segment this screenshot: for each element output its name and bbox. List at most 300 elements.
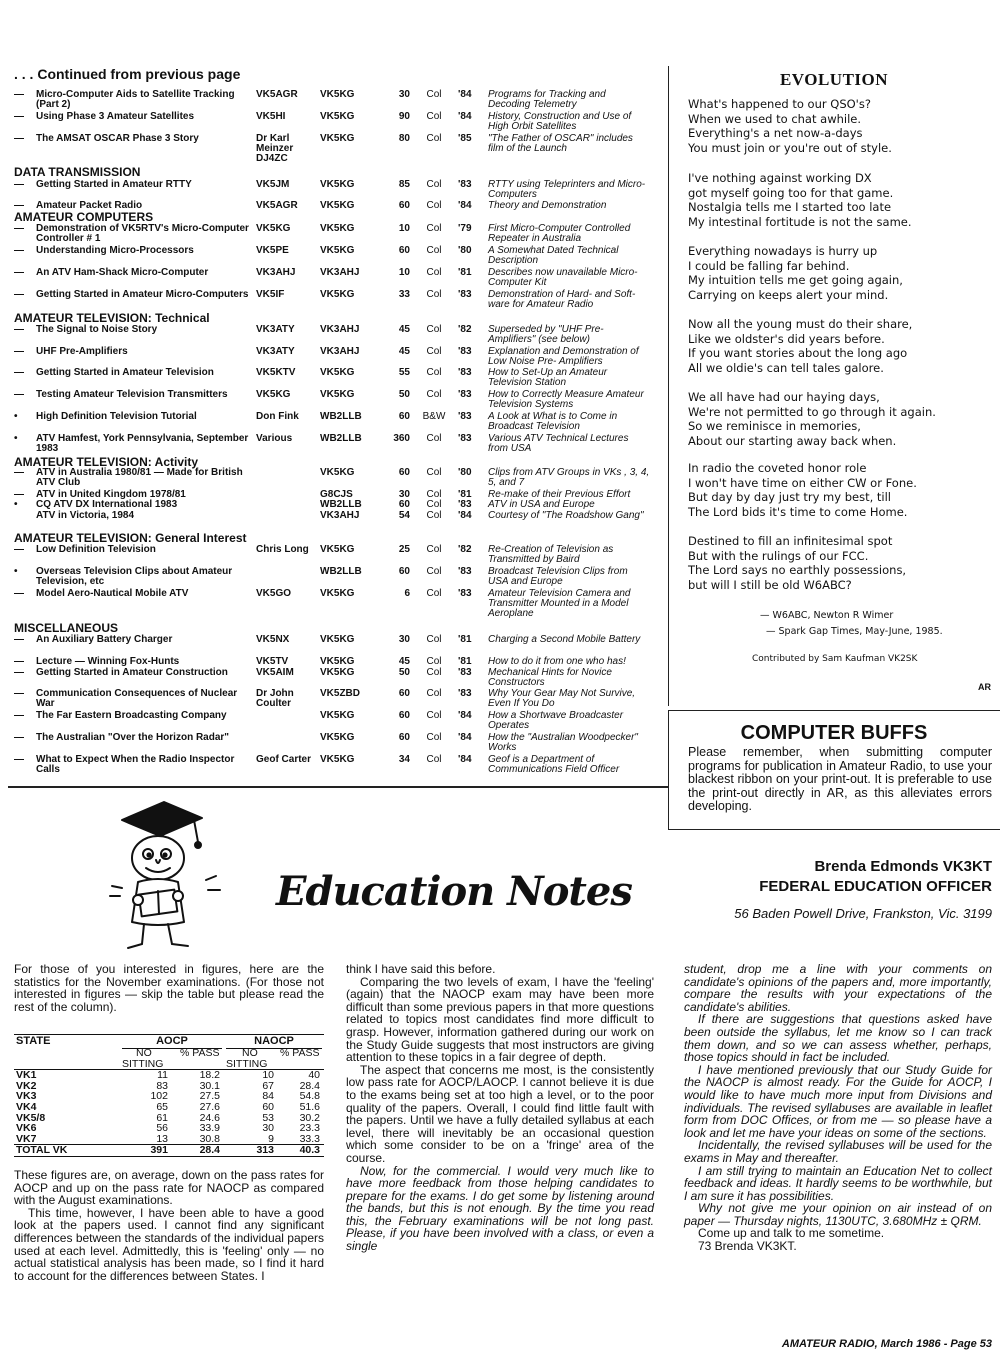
row-year: '81: [458, 634, 472, 645]
row-format: Col: [426, 200, 442, 211]
row-author: VK5NX: [256, 634, 290, 645]
poem-stanza: [688, 317, 988, 375]
row-year: '79: [458, 223, 472, 234]
row-year: '84: [458, 89, 472, 100]
row-title: The AMSAT OSCAR Phase 3 Story: [36, 133, 199, 144]
row-marker: —: [14, 89, 24, 100]
row-length: 85: [398, 179, 410, 190]
row-length: 60: [398, 566, 410, 577]
stats-aocp-pass: 33.9: [199, 1122, 220, 1135]
row-title: Low Definition Television: [36, 544, 156, 555]
row-length: 60: [398, 467, 410, 478]
library-section-heading: MISCELLANEOUS: [14, 621, 119, 635]
row-description: Re-make of their Previous Effort: [488, 489, 631, 500]
row-year: '80: [458, 467, 472, 478]
row-marker: —: [14, 367, 24, 378]
paragraph: If there are suggestions that questions asked have been outside the syllabus, let me know so I can track them down, and so we can assess whether, perhaps, those topics should in fact be included.: [684, 1012, 992, 1065]
row-length: 60: [398, 411, 410, 422]
row-author: VK5KG: [256, 389, 291, 400]
stats-row: [14, 1123, 324, 1134]
row-title: Overseas Television Clips about Amateur Television, etc: [36, 566, 233, 587]
row-format: Col: [426, 389, 442, 400]
stats-row: [14, 1113, 324, 1124]
naocp-sitting-header: SITTING: [226, 1057, 268, 1070]
poem-stanza: [688, 534, 988, 592]
row-marker: —: [14, 634, 24, 645]
row-marker: —: [14, 200, 24, 211]
row-title: Lecture — Winning Fox-Hunts: [36, 656, 180, 667]
author-name: Brenda Edmonds VK3KT: [814, 858, 992, 875]
row-title: The Signal to Noise Story: [36, 324, 158, 335]
stats-state: VK5/8: [16, 1111, 46, 1124]
row-marker: —: [14, 223, 24, 234]
paragraph: Why not give me your opinion on air instead of on paper — Thursday nights, 1130UTC, 3.680MHz ± QRM.: [684, 1201, 992, 1228]
row-source: VK5KG: [320, 667, 355, 678]
column-1-body: [14, 1169, 324, 1282]
row-description: RTTY using Teleprinters and Micro- Computers: [488, 179, 646, 200]
poem-stanza: [688, 390, 988, 448]
author-address: 56 Baden Powell Drive, Frankston, Vic. 3199: [734, 906, 992, 921]
row-year: '81: [458, 267, 472, 278]
row-title: An ATV Ham-Shack Micro-Computer: [36, 267, 209, 278]
poem-line: I won't have time on either CW or Fone.: [688, 475, 917, 490]
row-author: Dr John Coulter: [256, 688, 294, 709]
poem-line: Everything nowadays is hurry up: [688, 244, 878, 258]
row-marker: •: [14, 499, 18, 510]
row-year: '83: [458, 289, 472, 300]
row-year: '83: [458, 346, 472, 357]
row-title: Communication Consequences of Nuclear War: [36, 688, 238, 709]
row-year: '83: [458, 367, 472, 378]
poem-line: We're not permitted to go through it again.: [688, 404, 936, 419]
row-year: '83: [458, 667, 472, 678]
poem-line: So we reminisce in memories,: [688, 419, 861, 434]
poem-line: got myself going too for that game.: [688, 185, 894, 200]
row-author: VK5KTV: [256, 367, 296, 378]
row-description: Programs for Tracking and Decoding Telemetry: [488, 89, 606, 110]
row-marker: —: [14, 688, 24, 699]
row-format: Col: [426, 588, 442, 599]
row-year: '83: [458, 433, 472, 444]
row-format: Col: [426, 267, 442, 278]
row-description: Why Your Gear May Not Survive, Even If You Do: [488, 688, 636, 709]
row-source: VK5KG: [320, 179, 355, 190]
row-description: How the "Australian Woodpecker" Works: [488, 732, 638, 753]
continued-heading: . . . Continued from previous page: [14, 66, 241, 82]
row-description: Geof is a Department of Communications Field Officer: [488, 754, 620, 775]
row-title: Understanding Micro-Processors: [36, 245, 194, 256]
poem-line: I've nothing against working DX: [688, 171, 872, 185]
stats-row: [14, 1134, 324, 1145]
poem-line: My intuition tells me get going again,: [688, 273, 903, 288]
row-format: Col: [426, 732, 442, 743]
row-length: 10: [398, 267, 410, 278]
row-author: Dr Karl Meinzer DJ4ZC: [256, 133, 294, 164]
signoff: 73 Brenda VK3KT.: [698, 1239, 797, 1254]
row-description: Charging a Second Mobile Battery: [488, 634, 641, 645]
row-title: ATV in Victoria, 1984: [36, 510, 135, 521]
paragraph: Comparing the two levels of exam, I have the 'feeling' (again) that the NAOCP exam may have been more difficult than some previous papers in that more questions related to topics most candidates find more difficult to grasp. However, information gathered during our work on the Study Guide suggests that most instructors are giving attention to these topics in a fair degree of depth.: [346, 974, 654, 1065]
row-description: History, Construction and Use of High Orbit Satellites: [488, 111, 632, 132]
stats-naocp-no: 10: [262, 1069, 274, 1082]
row-source: VK3AHJ: [320, 267, 360, 278]
row-description: How to Set-Up an Amateur Television Station: [488, 367, 608, 388]
poem-line: Nostalgia tells me I started too late: [688, 200, 892, 215]
stats-naocp-pass: 28.4: [299, 1079, 320, 1092]
stats-aocp-no: 102: [150, 1090, 168, 1103]
row-length: 45: [398, 346, 410, 357]
row-format: Col: [426, 367, 442, 378]
row-title: Demonstration of VK5RTV's Micro-Computer Controller # 1: [36, 223, 249, 244]
row-author: VK5AGR: [256, 89, 298, 100]
paragraph: Incidentally, the revised syllabuses will be used for the exams in May and thereafter.: [684, 1138, 992, 1165]
row-source: VK5KG: [320, 389, 355, 400]
poem-attribution-author: — W6ABC, Newton R Wimer: [760, 610, 894, 621]
row-source: WB2LLB: [320, 566, 362, 577]
stats-naocp-no: 84: [262, 1090, 274, 1103]
row-year: '83: [458, 688, 472, 699]
row-length: 34: [398, 754, 410, 765]
professor-cartoon-icon: [102, 796, 234, 956]
row-marker: •: [14, 433, 18, 444]
row-author: VK5TV: [256, 656, 289, 667]
stats-row: [14, 1081, 324, 1092]
stats-aocp-no: 83: [156, 1079, 168, 1092]
row-format: Col: [426, 634, 442, 645]
row-year: '84: [458, 111, 472, 122]
row-source: VK3AHJ: [320, 324, 360, 335]
row-source: VK5KG: [320, 732, 355, 743]
poem-line: But day by day just try my best, till: [688, 490, 892, 505]
row-title: What to Expect When the Radio Inspector Calls: [36, 754, 235, 775]
row-format: B&W: [422, 411, 446, 422]
stats-row: [14, 1091, 324, 1102]
stats-naocp-no: 67: [262, 1079, 274, 1092]
poem-line: Like we oldster's did years before.: [688, 331, 885, 346]
row-source: WB2LLB: [320, 499, 362, 510]
row-description: How to do it from one who has!: [488, 656, 626, 667]
row-format: Col: [426, 754, 442, 765]
poem-line: The Lord says no earthly possessions,: [688, 563, 907, 578]
naocp-pass-header: % PASS: [280, 1047, 320, 1059]
column-1-intro: [14, 963, 324, 1013]
row-year: '80: [458, 245, 472, 256]
row-title: UHF Pre-Amplifiers: [36, 346, 128, 357]
poem-stanza: [688, 97, 988, 155]
row-title: The Australian "Over the Horizon Radar": [36, 732, 230, 743]
row-length: 50: [398, 667, 410, 678]
row-title: Using Phase 3 Amateur Satellites: [36, 111, 195, 122]
poem-line: If you want stories about the long ago: [688, 346, 908, 361]
stats-naocp-no: 9: [268, 1132, 274, 1145]
row-title: ATV in Australia 1980/81 — Made for British ATV Club: [36, 467, 243, 488]
row-marker: —: [14, 111, 24, 122]
paragraph: student, drop me a line with your comments on candidate's opinions of the papers and, more importantly, compare the results with your expectations of the candidate's abilities.: [684, 962, 992, 1014]
row-format: Col: [426, 467, 442, 478]
row-title: Getting Started in Amateur Television: [36, 367, 214, 378]
row-marker: —: [14, 732, 24, 743]
poem-line: but will I still be old W6ABC?: [688, 577, 852, 592]
row-marker: —: [14, 245, 24, 256]
row-author: Don Fink: [256, 411, 299, 422]
row-marker: —: [14, 667, 24, 678]
row-source: VK5KG: [320, 111, 355, 122]
poem-line: About our starting away back when.: [688, 433, 897, 448]
stats-aocp-no: 61: [156, 1111, 168, 1124]
row-year: '83: [458, 179, 472, 190]
poem-stanza: [688, 461, 988, 519]
row-marker: —: [14, 324, 24, 335]
naocp-header: NAOCP: [226, 1035, 322, 1049]
row-author: VK5IF: [256, 289, 285, 300]
computer-buffs-title: COMPUTER BUFFS: [740, 722, 928, 744]
row-author: VK5PE: [256, 245, 289, 256]
row-year: '83: [458, 389, 472, 400]
row-format: Col: [426, 133, 442, 144]
row-description: Theory and Demonstration: [488, 200, 607, 211]
poem-line: When we used to chat awhile.: [688, 111, 862, 126]
row-format: Col: [426, 499, 442, 510]
row-source: VK5KG: [320, 245, 355, 256]
stats-naocp-pass: 33.3: [299, 1132, 320, 1145]
poem-line: We all have had our haying days,: [688, 390, 880, 404]
stats-aocp-pass: 30.1: [199, 1079, 220, 1092]
row-description: "The Father of OSCAR" includes film of the Launch: [488, 133, 633, 154]
row-year: '83: [458, 566, 472, 577]
poem-line: The Lord bids it's time to come Home.: [688, 504, 908, 519]
row-format: Col: [426, 179, 442, 190]
ar-end-mark: AR: [978, 682, 991, 692]
row-source: VK5KG: [320, 467, 355, 478]
row-length: 60: [398, 245, 410, 256]
computer-buffs-body: Please remember, when submitting computer programs for publication in Amateur Radio, to use your blackest ribbon on your print-out. It is preferable to use the print-out directly in AR, as this alleviates errors developing.: [688, 745, 992, 813]
row-format: Col: [426, 111, 442, 122]
naocp-no-header: NO: [242, 1047, 258, 1059]
row-marker: —: [14, 389, 24, 400]
row-author: VK3ATY: [256, 346, 295, 357]
row-marker: —: [14, 133, 24, 144]
poem-line: My intestinal fortitude is not the same.: [688, 214, 912, 229]
row-length: 30: [398, 89, 410, 100]
stats-row: [14, 1070, 324, 1081]
stats-naocp-no: 53: [262, 1111, 274, 1124]
stats-row: [14, 1102, 324, 1113]
row-description: Superseded by "UHF Pre-Amplifiers" (see below): [488, 324, 604, 345]
stats-state: VK2: [16, 1079, 37, 1092]
row-year: '84: [458, 200, 472, 211]
paragraph: think I have said this before.: [346, 962, 496, 976]
row-author: VK5AGR: [256, 200, 298, 211]
row-year: '82: [458, 324, 472, 335]
poem-contributor: Contributed by Sam Kaufman VK2SK: [752, 654, 918, 664]
aocp-header: AOCP: [122, 1035, 222, 1049]
row-marker: —: [14, 289, 24, 300]
row-length: 45: [398, 656, 410, 667]
row-format: Col: [426, 710, 442, 721]
row-length: 90: [398, 111, 410, 122]
row-format: Col: [426, 489, 442, 500]
poem-stanza: [688, 244, 988, 302]
row-length: 25: [398, 544, 410, 555]
stats-total-row: [14, 1144, 324, 1156]
aocp-pass-header: % PASS: [180, 1047, 220, 1059]
row-source: VK5KG: [320, 200, 355, 211]
row-length: 60: [398, 732, 410, 743]
row-description: Re-Creation of Television as Transmitted by Baird: [488, 544, 614, 565]
total-naocp-pass: 40.3: [299, 1144, 320, 1157]
row-year: '84: [458, 710, 472, 721]
stats-subheader-row-2: [14, 1059, 324, 1071]
row-title: Getting Started in Amateur Micro-Computers: [36, 289, 249, 300]
row-source: VK5ZBD: [320, 688, 361, 699]
stats-naocp-pass: 51.6: [299, 1100, 320, 1113]
stats-aocp-pass: 27.6: [199, 1100, 220, 1113]
column-2-body: [346, 963, 654, 1253]
row-source: WB2LLB: [320, 433, 362, 444]
row-format: Col: [426, 510, 442, 521]
stats-state: VK4: [16, 1100, 37, 1113]
library-section-heading: AMATEUR TELEVISION: Technical: [14, 311, 210, 325]
row-marker: —: [14, 656, 24, 667]
aocp-no-header: NO: [136, 1047, 152, 1059]
row-length: 80: [398, 133, 410, 144]
row-source: VK5KG: [320, 656, 355, 667]
paragraph: I have mentioned previously that our Study Guide for the NAOCP is almost ready. For the Guide for AOCP, I would like to have much more input from Divisions and individuals. The revised syllabuses are available in leaflet form from DOC Offices, or from me — so please have a look and let me have your ideas on some of the sections.: [684, 1062, 992, 1140]
row-marker: —: [14, 179, 24, 190]
row-title: Getting Started in Amateur Construction: [36, 667, 228, 678]
row-format: Col: [426, 566, 442, 577]
poem-line: Destined to fill an infinitesimal spot: [688, 534, 893, 548]
row-length: 60: [398, 710, 410, 721]
row-author: VK5GO: [256, 588, 292, 599]
aocp-sitting-header: SITTING: [122, 1057, 164, 1070]
row-source: G8CJS: [320, 489, 353, 500]
row-marker: •: [14, 566, 18, 577]
library-section-heading: DATA TRANSMISSION: [14, 165, 141, 179]
row-length: 30: [398, 634, 410, 645]
row-description: Mechanical Hints for Novice Constructors: [488, 667, 612, 688]
poem-line: Carrying on keeps alert your mind.: [688, 287, 889, 302]
row-description: How a Shortwave Broadcaster Operates: [488, 710, 624, 731]
stats-state: VK1: [16, 1069, 37, 1082]
column-3-body: [684, 963, 992, 1253]
poem-line: I could be falling far behind.: [688, 258, 850, 273]
stats-naocp-pass: 30.2: [299, 1111, 320, 1124]
row-length: 50: [398, 389, 410, 400]
row-format: Col: [426, 544, 442, 555]
row-length: 55: [398, 367, 410, 378]
row-author: Various: [256, 433, 293, 444]
row-title: ATV in United Kingdom 1978/81: [36, 489, 186, 500]
row-title: ATV Hamfest, York Pennsylvania, September 1983: [36, 433, 249, 454]
row-marker: —: [14, 267, 24, 278]
paragraph: Now, for the commercial. I would very much like to have more feedback from those helping candidates to prepare for the exams. I do get some by listening around the bands, but this is not enough. By the time you read this, the February examinations will be not long past. Please, if you have been involved with a class, or even a single: [346, 1163, 654, 1254]
row-format: Col: [426, 289, 442, 300]
paragraph: I am still trying to maintain an Education Net to collect feedback and ideas. It hardly seems to be worthwhile, but I am sure it has possibilities.: [684, 1163, 992, 1203]
stats-body: [14, 1070, 324, 1144]
row-title: The Far Eastern Broadcasting Company: [36, 710, 227, 721]
stats-aocp-no: 13: [156, 1132, 168, 1145]
stats-naocp-no: 30: [262, 1122, 274, 1135]
row-marker: •: [14, 411, 18, 422]
row-length: 30: [398, 489, 410, 500]
poem-stanza: [688, 171, 988, 229]
row-source: VK5KG: [320, 223, 355, 234]
row-format: Col: [426, 688, 442, 699]
row-year: '83: [458, 588, 472, 599]
poem-line: You must join or you're out of style.: [688, 140, 892, 155]
row-source: VK5KG: [320, 289, 355, 300]
row-length: 60: [398, 499, 410, 510]
row-length: 54: [398, 510, 410, 521]
author-role: FEDERAL EDUCATION OFFICER: [759, 878, 992, 895]
total-state: TOTAL VK: [16, 1144, 68, 1157]
row-source: VK5KG: [320, 754, 355, 765]
row-format: Col: [426, 433, 442, 444]
paragraph: The aspect that concerns me most, is the consistently low pass rate for AOCP/LAOCP. I cannot believe it is due to the exams being set at too high a level, or to the poor quality of the papers. Overall, I could find little fault with the papers. Until we have a fully detailed syllabus at each level, there will inevitably be an occasional question which some consider to be on a 'fringe' area of the course.: [346, 1062, 654, 1165]
row-source: VK3AHJ: [320, 510, 360, 521]
stats-naocp-pass: 40: [308, 1069, 320, 1082]
row-source: VK5KG: [320, 544, 355, 555]
total-naocp-no: 313: [256, 1144, 274, 1157]
row-year: '81: [458, 489, 472, 500]
row-title: Getting Started in Amateur RTTY: [36, 179, 192, 190]
paragraph: Come up and talk to me sometime.: [698, 1226, 885, 1241]
total-aocp-pass: 28.4: [199, 1144, 220, 1157]
poem-line: All we oldie's can tell tales galore.: [688, 360, 884, 375]
row-source: VK5KG: [320, 89, 355, 100]
library-section-heading: AMATEUR TELEVISION: Activity: [14, 455, 199, 469]
row-length: 33: [398, 289, 410, 300]
row-year: '84: [458, 510, 472, 521]
row-title: CQ ATV DX International 1983: [36, 499, 178, 510]
poem-line: Now all the young must do their share,: [688, 317, 913, 331]
row-author: VK5AIM: [256, 667, 294, 678]
stats-aocp-no: 11: [157, 1069, 168, 1082]
row-description: First Micro-Computer Controlled Repeater in Australia: [488, 223, 631, 244]
row-title: High Definition Television Tutorial: [36, 411, 197, 422]
poem-attribution-source: — Spark Gap Times, May-June, 1985.: [766, 626, 943, 637]
row-description: A Somewhat Dated Technical Description: [488, 245, 619, 266]
row-description: How to Correctly Measure Amateur Television Systems: [488, 389, 644, 410]
row-marker: —: [14, 544, 24, 555]
stats-state: VK3: [16, 1090, 37, 1103]
row-description: Broadcast Television Clips from USA and Europe: [488, 566, 628, 587]
row-source: VK5KG: [320, 710, 355, 721]
row-year: '83: [458, 411, 472, 422]
stats-naocp-pass: 23.3: [299, 1122, 320, 1135]
row-source: VK5KG: [320, 588, 355, 599]
row-marker: —: [14, 467, 24, 478]
row-title: Amateur Packet Radio: [36, 200, 143, 211]
row-author: VK3ATY: [256, 324, 295, 335]
row-description: Describes now unavailable Micro- Computer Kit: [488, 267, 638, 288]
section-divider: [8, 786, 668, 788]
row-length: 60: [398, 688, 410, 699]
stats-state: VK6: [16, 1122, 37, 1135]
poem-line: What's happened to our QSO's?: [688, 97, 871, 111]
row-title: Model Aero-Nautical Mobile ATV: [36, 588, 189, 599]
poem-line: In radio the coveted honor role: [688, 461, 867, 475]
state-header: STATE: [16, 1035, 51, 1047]
stats-aocp-pass: 27.5: [199, 1090, 220, 1103]
row-source: VK3AHJ: [320, 346, 360, 357]
row-source: VK5KG: [320, 133, 355, 144]
stats-naocp-no: 60: [262, 1100, 274, 1113]
row-title: An Auxiliary Battery Charger: [36, 634, 173, 645]
stats-aocp-pass: 18.2: [199, 1069, 220, 1082]
poem-line: But with the rulings of our FCC.: [688, 548, 869, 563]
